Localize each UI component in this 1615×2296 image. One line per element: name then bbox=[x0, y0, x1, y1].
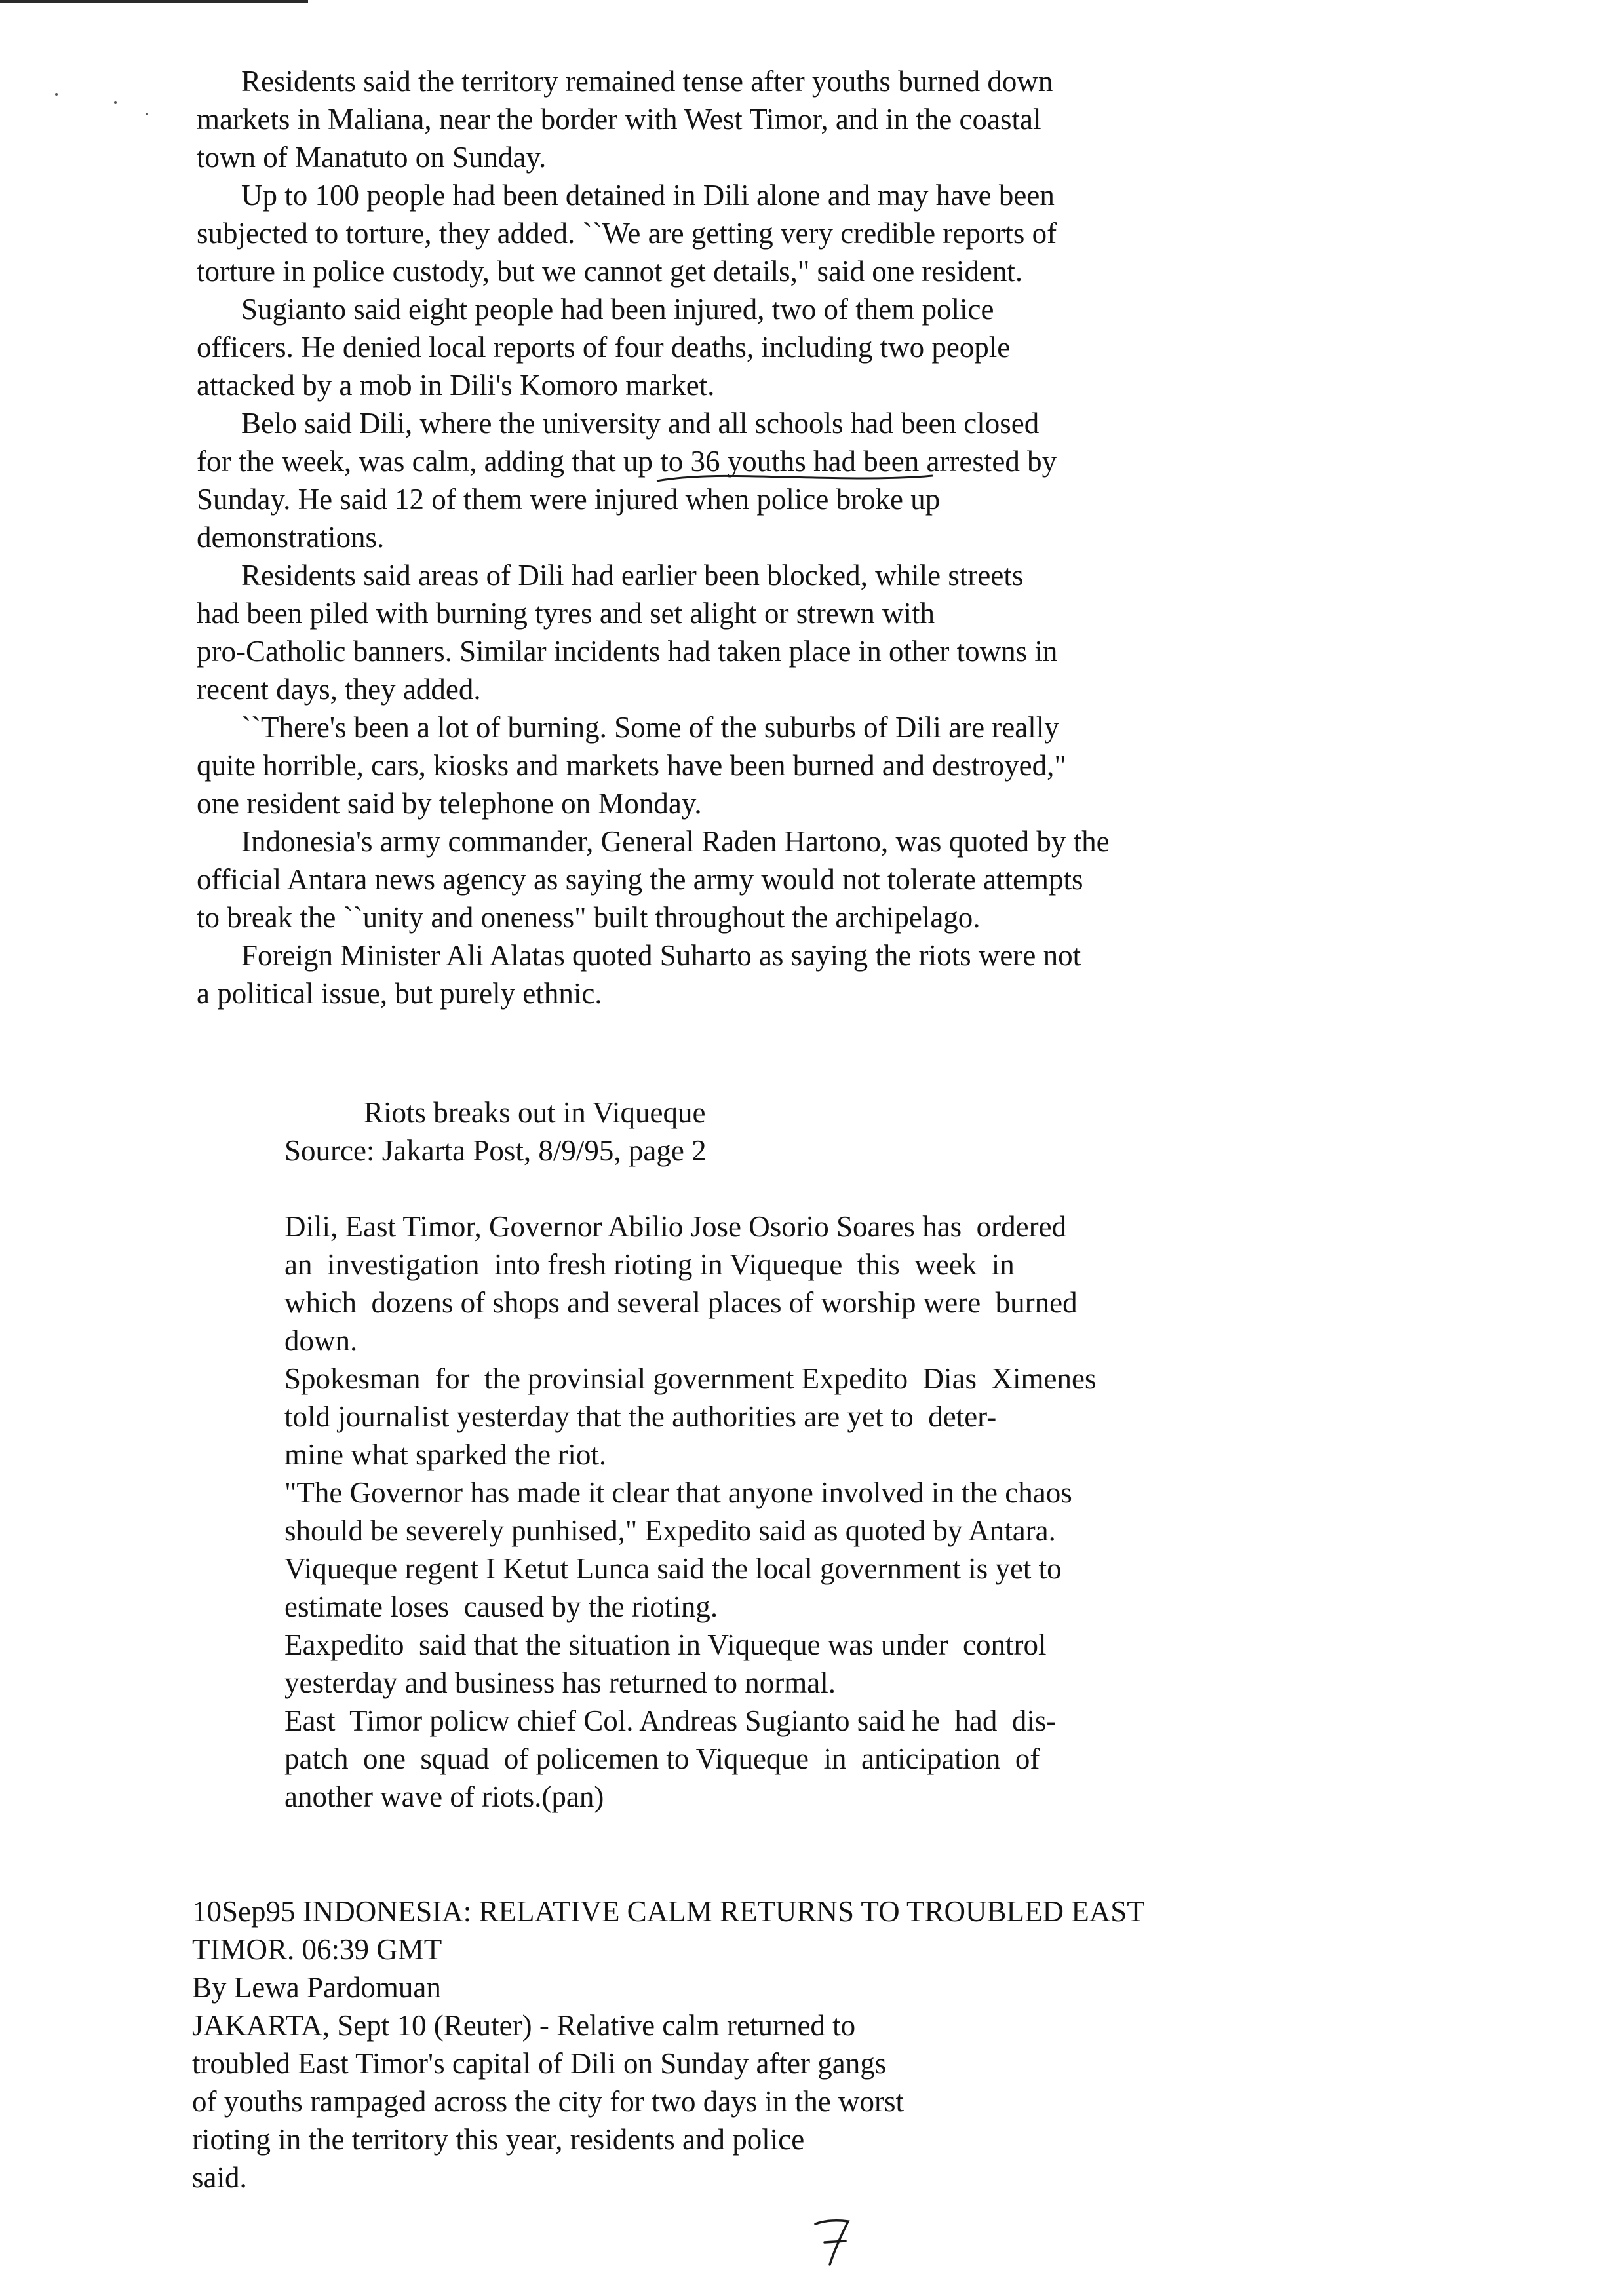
article-1-line: ``There's been a lot of burning. Some of the suburbs of Dili are really bbox=[241, 711, 1059, 744]
scan-edge-mark bbox=[0, 0, 308, 3]
article-3-line: troubled East Timor's capital of Dili on Sunday after gangs bbox=[192, 2047, 887, 2080]
article-3-headline: TIMOR. 06:39 GMT bbox=[192, 1933, 442, 1966]
article-1-line: Belo said Dili, where the university and all schools had been closed bbox=[241, 407, 1040, 440]
article-1-line: officers. He denied local reports of four deaths, including two people bbox=[197, 331, 1011, 364]
article-2-line: an investigation into fresh rioting in Viqueque this week in bbox=[284, 1248, 1015, 1281]
article-3-line: JAKARTA, Sept 10 (Reuter) - Relative calm returned to bbox=[192, 2009, 856, 2042]
article-2-line: East Timor policw chief Col. Andreas Sugianto said he had dis- bbox=[284, 1704, 1057, 1737]
scan-speck bbox=[146, 113, 148, 115]
article-2-line: another wave of riots.(pan) bbox=[284, 1780, 604, 1813]
article-1-line: Residents said areas of Dili had earlier been blocked, while streets bbox=[241, 559, 1024, 592]
article-1-line: one resident said by telephone on Monday. bbox=[197, 787, 702, 820]
article-1-line: Sunday. He said 12 of them were injured when police broke up bbox=[197, 483, 941, 516]
article-1-line: attacked by a mob in Dili's Komoro market. bbox=[197, 369, 715, 402]
article-1-line: official Antara news agency as saying the army would not tolerate attempts bbox=[197, 863, 1083, 896]
article-2-line: Eaxpedito said that the situation in Viqueque was under control bbox=[284, 1628, 1047, 1661]
article-3-line: said. bbox=[192, 2161, 247, 2194]
article-2-line: Viqueque regent I Ketut Lunca said the local government is yet to bbox=[284, 1552, 1062, 1585]
article-1-line: Indonesia's army commander, General Raden Hartono, was quoted by the bbox=[241, 825, 1110, 858]
article-1-line: subjected to torture, they added. ``We are getting very credible reports of bbox=[197, 217, 1057, 250]
article-1-line: Foreign Minister Ali Alatas quoted Suharto as saying the riots were not bbox=[241, 939, 1081, 972]
article-2-line: yesterday and business has returned to normal. bbox=[284, 1666, 836, 1699]
article-1-line: to break the ``unity and oneness" built throughout the archipelago. bbox=[197, 901, 981, 934]
article-1-line: Sugianto said eight people had been injured, two of them police bbox=[241, 293, 994, 326]
article-3-line: of youths rampaged across the city for two days in the worst bbox=[192, 2085, 904, 2118]
article-2-line: Spokesman for the provinsial government Expedito Dias Ximenes bbox=[284, 1362, 1097, 1395]
article-3-byline: By Lewa Pardomuan bbox=[192, 1971, 441, 2004]
article-1-line: Residents said the territory remained tense after youths burned down bbox=[241, 65, 1053, 98]
article-3-headline: 10Sep95 INDONESIA: RELATIVE CALM RETURNS TO TROUBLED EAST bbox=[192, 1895, 1145, 1928]
article-1-line: had been piled with burning tyres and set alight or strewn with bbox=[197, 597, 935, 630]
article-2-line: mine what sparked the riot. bbox=[284, 1438, 607, 1471]
article-3-line: rioting in the territory this year, residents and police bbox=[192, 2123, 805, 2156]
article-2-line: patch one squad of policemen to Viqueque in anticipation of bbox=[284, 1742, 1040, 1775]
article-2-line: which dozens of shops and several places of worship were burned bbox=[284, 1286, 1078, 1319]
article-1-line: demonstrations. bbox=[197, 521, 385, 554]
article-2-line: Dili, East Timor, Governor Abilio Jose Osorio Soares has ordered bbox=[284, 1210, 1067, 1243]
article-2-source: Source: Jakarta Post, 8/9/95, page 2 bbox=[284, 1134, 707, 1167]
article-1-line: quite horrible, cars, kiosks and markets have been burned and destroyed," bbox=[197, 749, 1066, 782]
article-1-line: Up to 100 people had been detained in Dili alone and may have been bbox=[241, 179, 1055, 212]
scan-speck bbox=[114, 101, 117, 104]
handwritten-underline-mark bbox=[655, 473, 934, 484]
article-1-line: town of Manatuto on Sunday. bbox=[197, 141, 547, 174]
handwritten-page-number bbox=[813, 2215, 852, 2267]
article-2-line: estimate loses caused by the rioting. bbox=[284, 1590, 718, 1623]
article-1-line: markets in Maliana, near the border with West Timor, and in the coastal bbox=[197, 103, 1041, 136]
article-1-line: a political issue, but purely ethnic. bbox=[197, 977, 602, 1010]
article-2-line: "The Governor has made it clear that anyone involved in the chaos bbox=[284, 1476, 1072, 1509]
article-1-line: recent days, they added. bbox=[197, 673, 481, 706]
article-1-line: torture in police custody, but we cannot get details," said one resident. bbox=[197, 255, 1023, 288]
scan-speck bbox=[55, 93, 58, 96]
article-2-line: should be severely punhised," Expedito said as quoted by Antara. bbox=[284, 1514, 1056, 1547]
article-1-line: for the week, was calm, adding that up to 36 youths had been arrested by bbox=[197, 445, 1057, 478]
article-2-title: Riots breaks out in Viqueque bbox=[364, 1096, 706, 1129]
article-2-line: down. bbox=[284, 1324, 358, 1357]
article-1-line: pro-Catholic banners. Similar incidents had taken place in other towns in bbox=[197, 635, 1058, 668]
article-2-line: told journalist yesterday that the authorities are yet to deter- bbox=[284, 1400, 997, 1433]
